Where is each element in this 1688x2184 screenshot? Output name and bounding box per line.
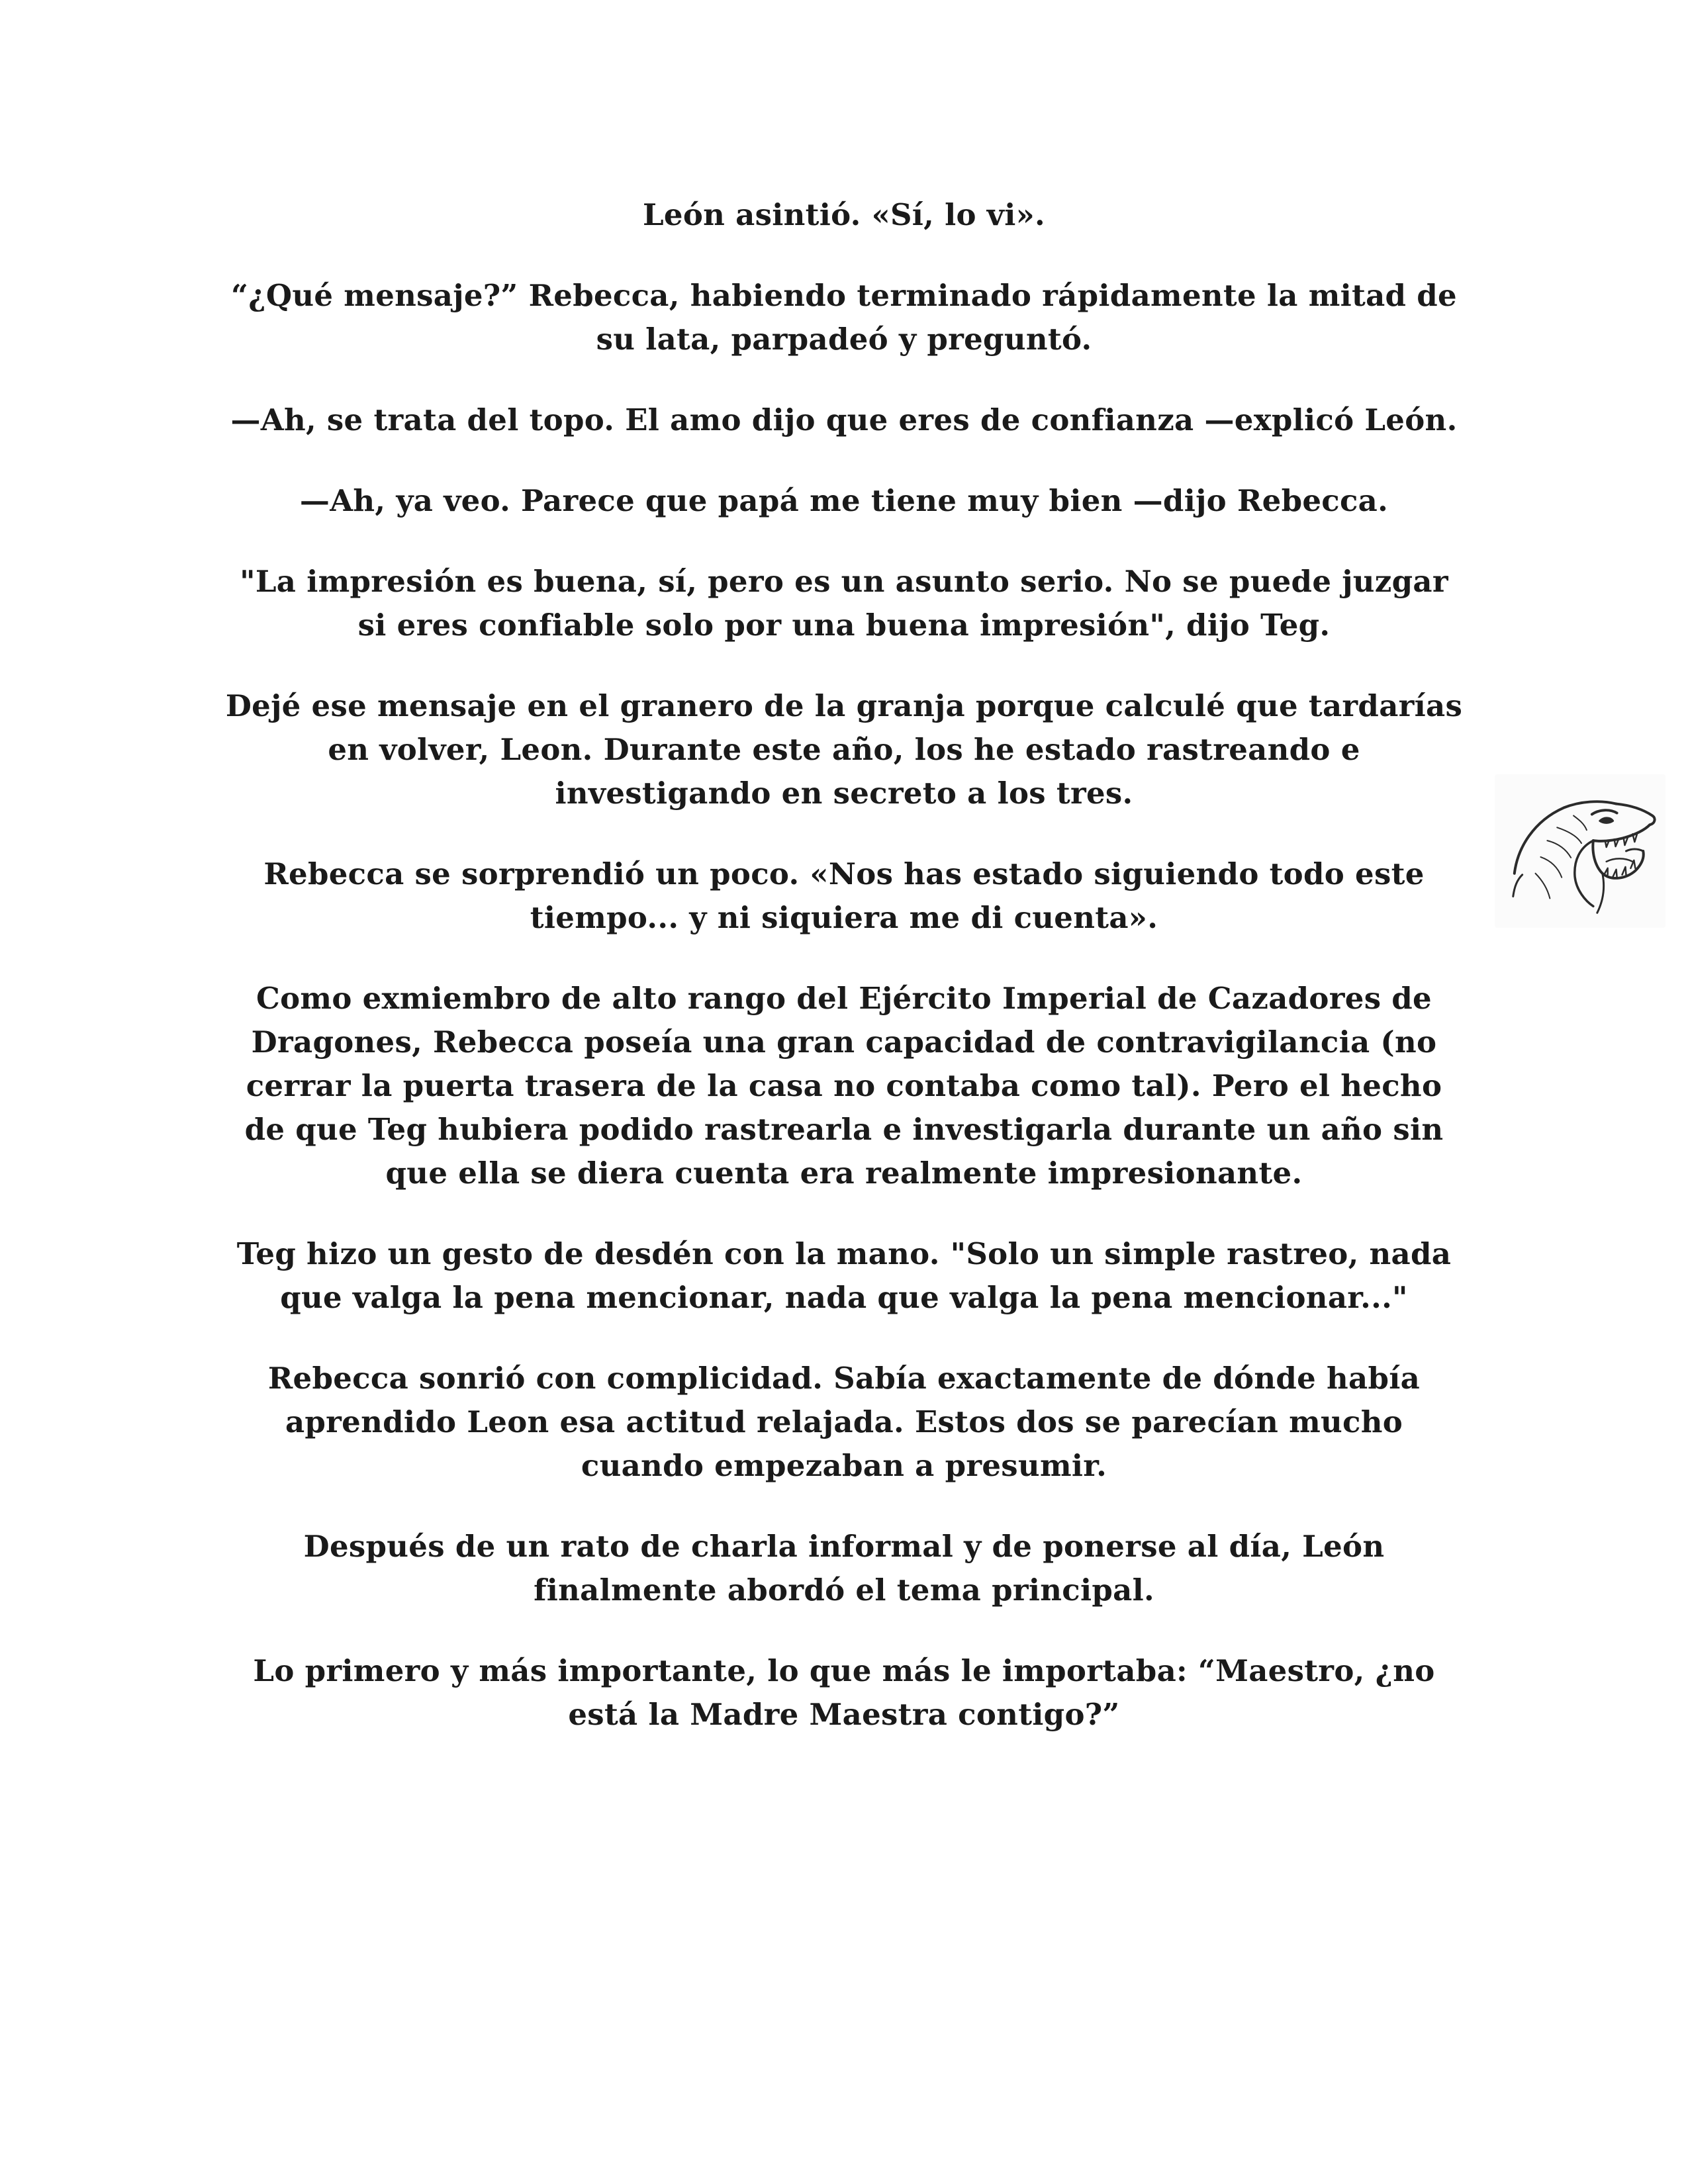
paragraph-5: "La impresión es buena, sí, pero es un asunto serio. No se puede juzgar si eres confiable solo por una buena impresión", dijo Teg. bbox=[240, 564, 1448, 643]
paragraph-1: León asintió. «Sí, lo vi». bbox=[642, 197, 1046, 232]
paragraph-2: “¿Qué mensaje?” Rebecca, habiendo terminado rápidamente la mitad de su lata, parpadeó y preguntó. bbox=[231, 278, 1457, 357]
paragraph-4: —Ah, ya veo. Parece que papá me tiene muy bien —dijo Rebecca. bbox=[299, 483, 1389, 518]
paragraph-7: Rebecca se sorprendió un poco. «Nos has estado siguiendo todo este tiempo... y ni siquiera me di cuenta». bbox=[263, 856, 1425, 935]
dinosaur-head-sketch-icon bbox=[1495, 774, 1665, 928]
paragraph-8: Como exmiembro de alto rango del Ejército Imperial de Cazadores de Dragones, Rebecca poseía una gran capacidad de contravigilancia (no cerrar la puerta trasera de la casa no contaba como tal). Pero el hecho de que Teg hubiera podido rastrearla e investigarla durante un año sin que ella se diera cuenta era realmente impresionante. bbox=[244, 981, 1444, 1191]
paragraph-6: Dejé ese mensaje en el granero de la granja porque calculé que tardarías en volver, Leon. Durante este año, los he estado rastreando e investigando en secreto a los tres. bbox=[225, 688, 1463, 811]
chapter-text bbox=[225, 193, 1463, 1774]
paragraph-3: —Ah, se trata del topo. El amo dijo que eres de confianza —explicó León. bbox=[230, 402, 1458, 437]
paragraph-11: Después de un rato de charla informal y de ponerse al día, León finalmente abordó el tema principal. bbox=[303, 1529, 1385, 1608]
paragraph-10: Rebecca sonrió con complicidad. Sabía exactamente de dónde había aprendido Leon esa actitud relajada. Estos dos se parecían mucho cuando empezaban a presumir. bbox=[267, 1361, 1421, 1483]
paragraph-9: Teg hizo un gesto de desdén con la mano. "Solo un simple rastreo, nada que valga la pena mencionar, nada que valga la pena mencionar..." bbox=[236, 1236, 1452, 1315]
paragraph-12: Lo primero y más importante, lo que más le importaba: “Maestro, ¿no está la Madre Maestra contigo?” bbox=[253, 1653, 1435, 1732]
